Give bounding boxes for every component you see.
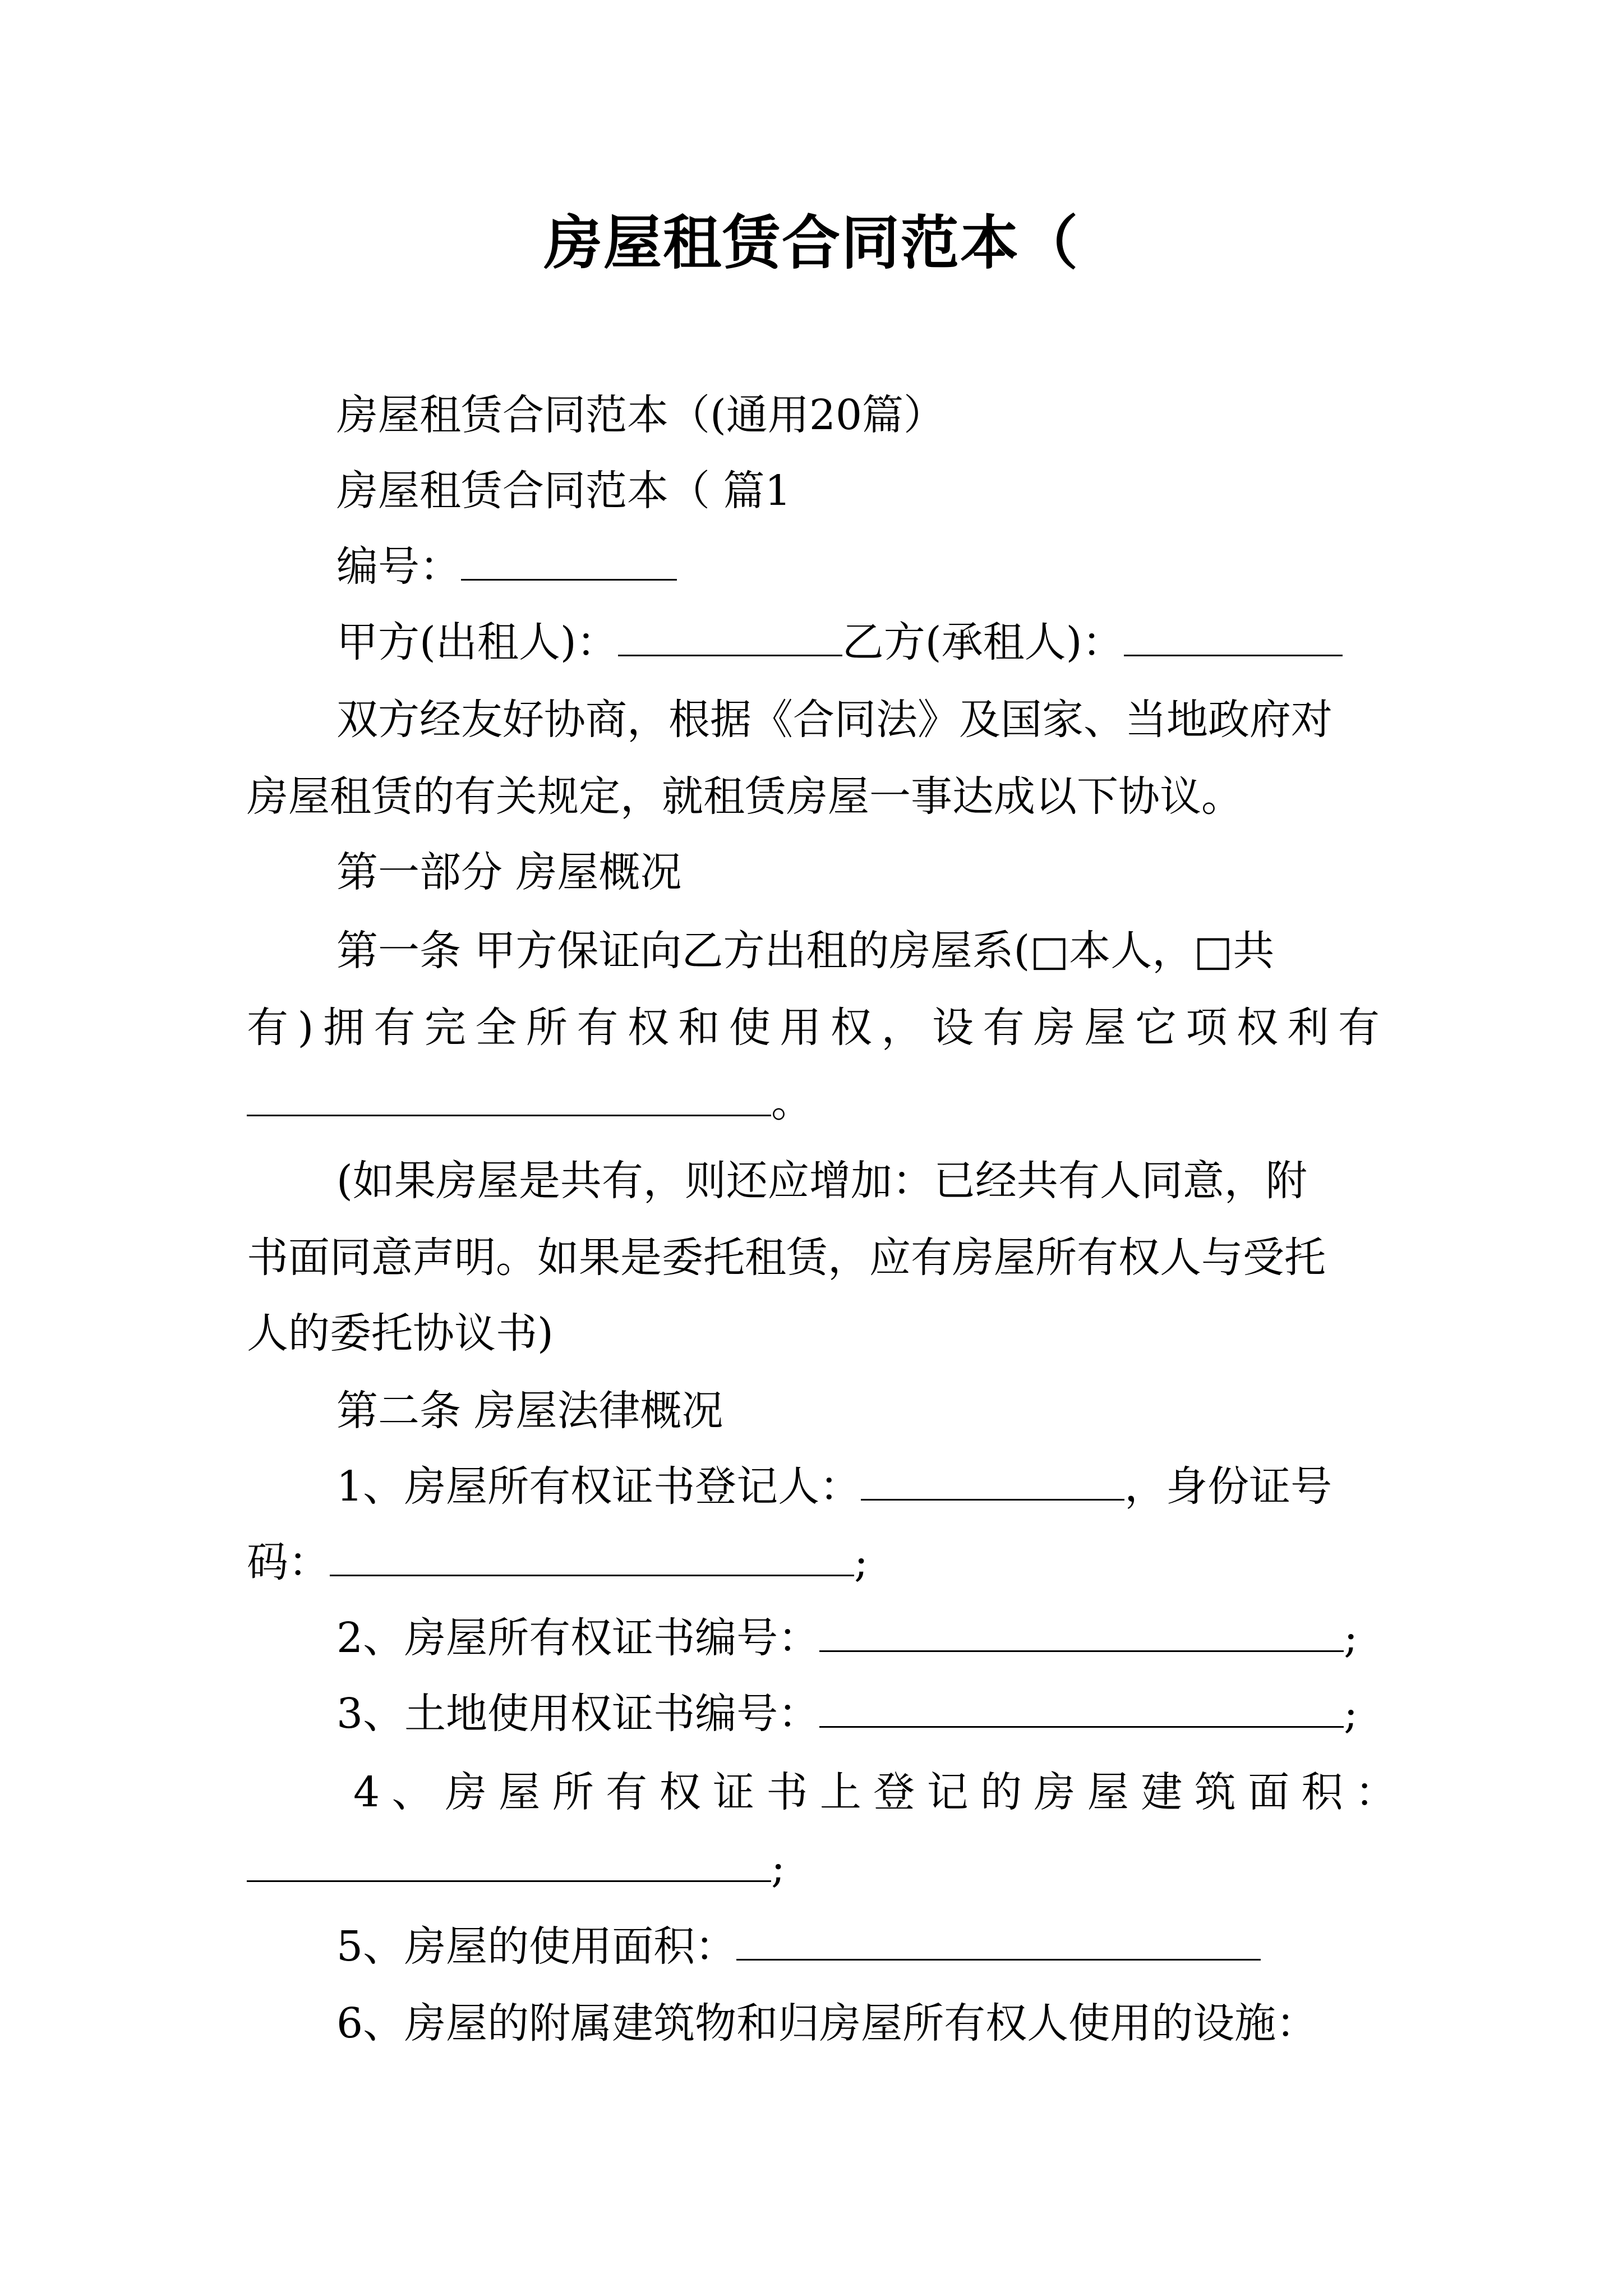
party-b-blank: [1124, 615, 1343, 656]
usable-area-blank: [736, 1920, 1261, 1961]
item4-semicolon: ;: [771, 1844, 785, 1892]
section-heading: 房屋租赁合同范本（ 篇1: [336, 467, 791, 515]
item1-line2-label: 码：: [247, 1538, 330, 1586]
number-row: [336, 539, 677, 595]
parties-row: [336, 614, 1343, 670]
item1-row: [336, 1458, 1332, 1515]
article1-period: 。: [771, 1078, 813, 1126]
item1-line-2: [247, 1534, 868, 1590]
part1-heading: 第一部分 房屋概况: [336, 848, 682, 896]
note-line-3: 人的委托协议书): [247, 1309, 554, 1358]
number-blank: [461, 540, 677, 581]
ownership-cert-blank: [819, 1611, 1344, 1652]
land-cert-blank: [819, 1687, 1344, 1728]
document-title: 房屋租赁合同范本（: [543, 208, 1079, 277]
item6-label: 6、房屋的附属建筑物和归房屋所有权人使用的设施：: [336, 1999, 1318, 2047]
registrant-blank: [861, 1460, 1124, 1501]
article1-line-2: 有)拥有完全所有权和使用权，设有房屋它项权利有: [247, 1004, 1380, 1052]
item2-label: 2、房屋所有权证书编号：: [336, 1614, 820, 1662]
article1-line-1: 第一条 甲方保证向乙方出租的房屋系(□本人，□共: [336, 927, 1275, 975]
note-line-1: (如果房屋是共有，则还应增加：已经共有人同意，附: [336, 1157, 1307, 1205]
article1-line-3: [247, 1074, 813, 1130]
item1-suffix: ，身份证号: [1124, 1462, 1332, 1511]
item2-row: [336, 1610, 1358, 1666]
item4-line-2: [247, 1840, 785, 1896]
number-label: 编号：: [336, 542, 461, 591]
item2-semicolon: ;: [1344, 1614, 1358, 1662]
subtitle: 房屋租赁合同范本（(通用20篇）: [336, 391, 946, 439]
party-b-label: 乙方(承租人)：: [842, 618, 1124, 666]
item3-label: 3、土地使用权证书编号：: [336, 1690, 820, 1738]
party-a-blank: [618, 615, 842, 656]
id-number-blank: [330, 1535, 854, 1576]
item5-label: 5、房屋的使用面积：: [336, 1922, 737, 1971]
preamble-line-2: 房屋租赁的有关规定，就租赁房屋一事达成以下协议。: [247, 772, 1243, 821]
item5-row: [336, 1918, 1261, 1975]
item1-semicolon: ;: [854, 1538, 868, 1586]
party-a-label: 甲方(出租人)：: [336, 618, 618, 666]
other-rights-blank: [247, 1075, 771, 1116]
preamble-line-1: 双方经友好协商，根据《合同法》及国家、当地政府对: [336, 696, 1332, 744]
article2-heading: 第二条 房屋法律概况: [336, 1387, 723, 1435]
item4-label: 4、房屋所有权证书上登记的房屋建筑面积：: [353, 1768, 1396, 1816]
item3-row: [336, 1686, 1358, 1742]
note-line-2: 书面同意声明。如果是委托租赁，应有房屋所有权人与受托: [247, 1234, 1326, 1282]
item1-label: 1、房屋所有权证书登记人：: [336, 1462, 861, 1511]
building-area-blank: [247, 1841, 771, 1882]
item3-semicolon: ;: [1344, 1690, 1358, 1738]
